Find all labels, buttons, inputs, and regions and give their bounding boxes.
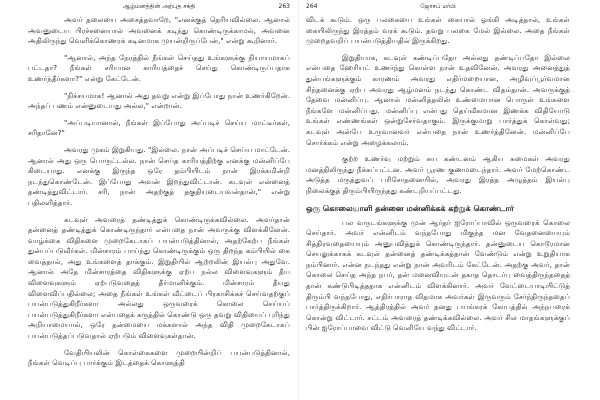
paragraph: அவர் தலையை அசைத்தவாறே, "எனக்குத் தெரியவில்லை. ஆனால் அவனுடைய பிரச்சனையால் அவனைக் கடிந்து கொண்டிருக்காமல், அவனை அதிலிருந்து வெளிக்கொணரக் கடினமாக முயன்றிருப்பேன்," என்று கூறினார். xyxy=(28,15,290,46)
page-header xyxy=(306,3,570,15)
right-page xyxy=(306,0,570,400)
paragraph: "ஆனால், அந்த நேரத்தில் நீங்கள் செய்தது உங்களுக்கு நியாயமாகப் பட்டதா? நீங்கள் சரியான காரியத்தைச் செய்து கொண்டிருப்பதாக உணர்ந்தீர்களா?" என்று கேட்டேன். xyxy=(28,52,290,83)
paragraph: வேதியியலின் கொள்கைகளை முறையின்றிப் பயன்படுத்தினால், நீங்கள் வெடிப்பு பார்க்கும் இடத்தைக் கொளுத்தி xyxy=(28,347,290,368)
paragraph: "அப்படியானால், நீங்கள் இப்போது அப்படிச் செய்ய மாட்டீர்கள், சரிதானே?" xyxy=(28,117,290,138)
page-number: 264 xyxy=(306,3,318,10)
paragraph: இறுதியாக, கடவுள் கண்டிப்பதோ அல்லது தண்டிப்பதோ இல்லை என்பதை ஹேரியட் உணர்ந்து கொள்ள நான் உதவினேன். அவரது அனைத்துத் துன்பங்களுக்கும் காரணம் அவரது எதிர்மறையான, அழிவுப்பூர்வமான சிந்தனைக்கு ஏற்ப அவரது ஆழ்மனம் நடந்து கொண்ட விதம்தான். அவருக்குத் தேவை மன்னிப்பு. ஆனால் மன்னித்தலின் உண்மையான பொருள் உங்களை நீங்களே மன்னிப்பது. மன்னிப்பு என்பது தெய்வீகமான இணக்க விதியோடு உங்கள் எண்ணங்கள் ஒன்றுசேர்வதாகும். இருக்குமாறு பார்த்துக் கொள்வது; கடவுள் அன்பே உருவானவர் என்பதை நான் உணர்த்தினேன். மன்னிப்பே சொர்க்கம் என்று அழைக்கலாம். xyxy=(306,52,570,147)
page-number: 263 xyxy=(278,3,290,10)
section-heading: ஒரு கொலையாளி தன்னை மன்னிக்கக் கற்றுக் கொண்டார் xyxy=(306,203,514,213)
book-gutter xyxy=(298,0,299,400)
page-header xyxy=(28,3,290,15)
paragraph: "நிச்சயமாக! ஆனால் அது தவறு என்று இப்போது நான் உணர்கிறேன். அந்தப் பணம் என்னுடையது அல்ல," என்றான். xyxy=(28,90,290,111)
running-title: ஆழ்மனத்தின் அற்புத சக்தி xyxy=(122,3,196,10)
running-title: ஜோசப் மர்பி xyxy=(420,3,456,10)
paragraph: கடவுள் அவரைத் தண்டித்துக் கொண்டிருக்கவில்லை. அவர்தான் தன்னைத் தண்டித்துக் கொண்டிருந்தார் என்பதை நான் அவருக்கு விளக்கினேன். வாழ்க்கை விதிகளை முறைகேடாகப் பயன்படுத்தினால், அதற்கேற்ப நீங்கள் துன்பப்படுவீர்கள். மின்சாரம் பாய்ந்து கொண்டிருக்கும் ஒரு திறந்த கம்பியில் கை வைத்தால், அது உங்களைத் தாக்கும். இறுதியில் ஆற்றலின் இயல்பு அதுவே. ஆனால் அதே மின்சாரத்தை விதிகளுக்கு ஏற்ப நல்ல விளைவுகளும் தீய விளைவுகளும் ஏற்படுவதைத் தீர்மானிக்கும். மின்சாரம் தீயது விளைவிப்பதில்லை; அதை நீங்கள் உங்கள் வீட்டைப் பிரகாசிக்கச் செய்வதற்குப் பயன்படுத்துகிறீர்களா அல்லது ஒருவரைக் கொலை செய்யப் பயன்படுத்துகிறீர்களா என்பதைக் கருத்தில் கொண்டு ஒரு தவறு விதியைப் புரிந்து அறியாமையால், ஒரே தன்மையை மக்களால் அந்த விதி முறைகேடாகப் பயன்படுத்தப்படுவதால் ஏற்படும் விளைவுகள்தான். xyxy=(28,214,290,341)
left-page xyxy=(28,0,290,400)
paragraph: குற்ற உணர்வு மற்றும் சுய கண்டனம் ஆகிய சுமைகள் அவரது மனத்திலிருந்து நீக்கப்பட்டன. அவர் பூரண குணமடைந்தார். அவர் மேற்கொண்ட அடுத்த மருத்துவப் பரிசோதனையில், அவரது இரத்த அழுத்தம் இயல்பு நிலைக்குத் திரும்பியிருந்தது கண்டறியப்பட்டது. xyxy=(306,154,570,195)
paragraph: பல வருடங்களுக்கு முன் ஆர்தர் ஐரோப்பாவில் ஒருவரைக் கொலை செய்தார். அவர் என்னிடம் வந்தபோது மிகுந்த மன வேதனையையும் சித்திரவதையையும் அனுபவித்துக் கொண்டிருந்தார். தன்னுடைய கொடூரமான செயலுக்காகக் கடவுள் தன்னைத் தண்டிக்கத்தான் வேண்டும் என்று உறுதியாக நம்பினார். என்ன நடந்தது என்று நான் அவரிடம் கேட்டேன். அதற்கு அவர், தான் கொலை செய்த அந்த நபர், தன் மனைவியுடன் தகாத தொடர்பு வைத்திருந்ததைத் தான் கண்டுபிடித்ததாக என்னிடம் விளக்கினார். அவர் வேட்டையாடியிட்டுத் திரும்பி வந்தபோது, எதிர்பாராத விதமாக அவர்கள் இருவரும் சேர்ந்திருந்ததைப் பார்த்திருக்கிறார். ஆத்திரத்தில் அவர் தனது பயங்கரக் கோபத்தில் அந்நபரைக் கொன்று விட்டார். சட்டம் அவரைத் தண்டிக்கவில்லை. அவர் சில மாதங்களுக்குப் பின் ஐரோப்பாவை விட்டு வெளியே வந்து விட்டார். xyxy=(306,217,570,333)
paragraph: அவரது முகம் இறுகியது. "இல்லை. நான் அப்படிச் செய்ய மாட்டேன். ஆனால் அது ஒரு பொருட்டல்ல. நான் செய்த காரியத்திற்கு எனக்கு மன்னிப்பே கிடையாது. எனக்கு இருந்த ஒரே தம்பியிடம் நான் இரக்கமின்றி நடந்துகொண்டேன். இப்போது அவன் இறந்துவிட்டான். கடவுள் என்னைத் தண்டித்துவிட்டார். சரி, நான் அதற்குத் தகுதியுடையவன்தான்," என்று பதிலளித்தார். xyxy=(28,144,290,207)
paragraph-continuation: விடக் கூடும். ஒரு பலகையை உங்கள் கையால் ஓங்கி அடித்தால், உங்கள் கையிலிருந்து இரத்தம் வரக் கூடும். தவறு பலகை மேல் இல்லை. அதை நீங்கள் முறைதவறிப் பயன்படுத்தியதில் இருக்கிறது. xyxy=(306,15,570,46)
